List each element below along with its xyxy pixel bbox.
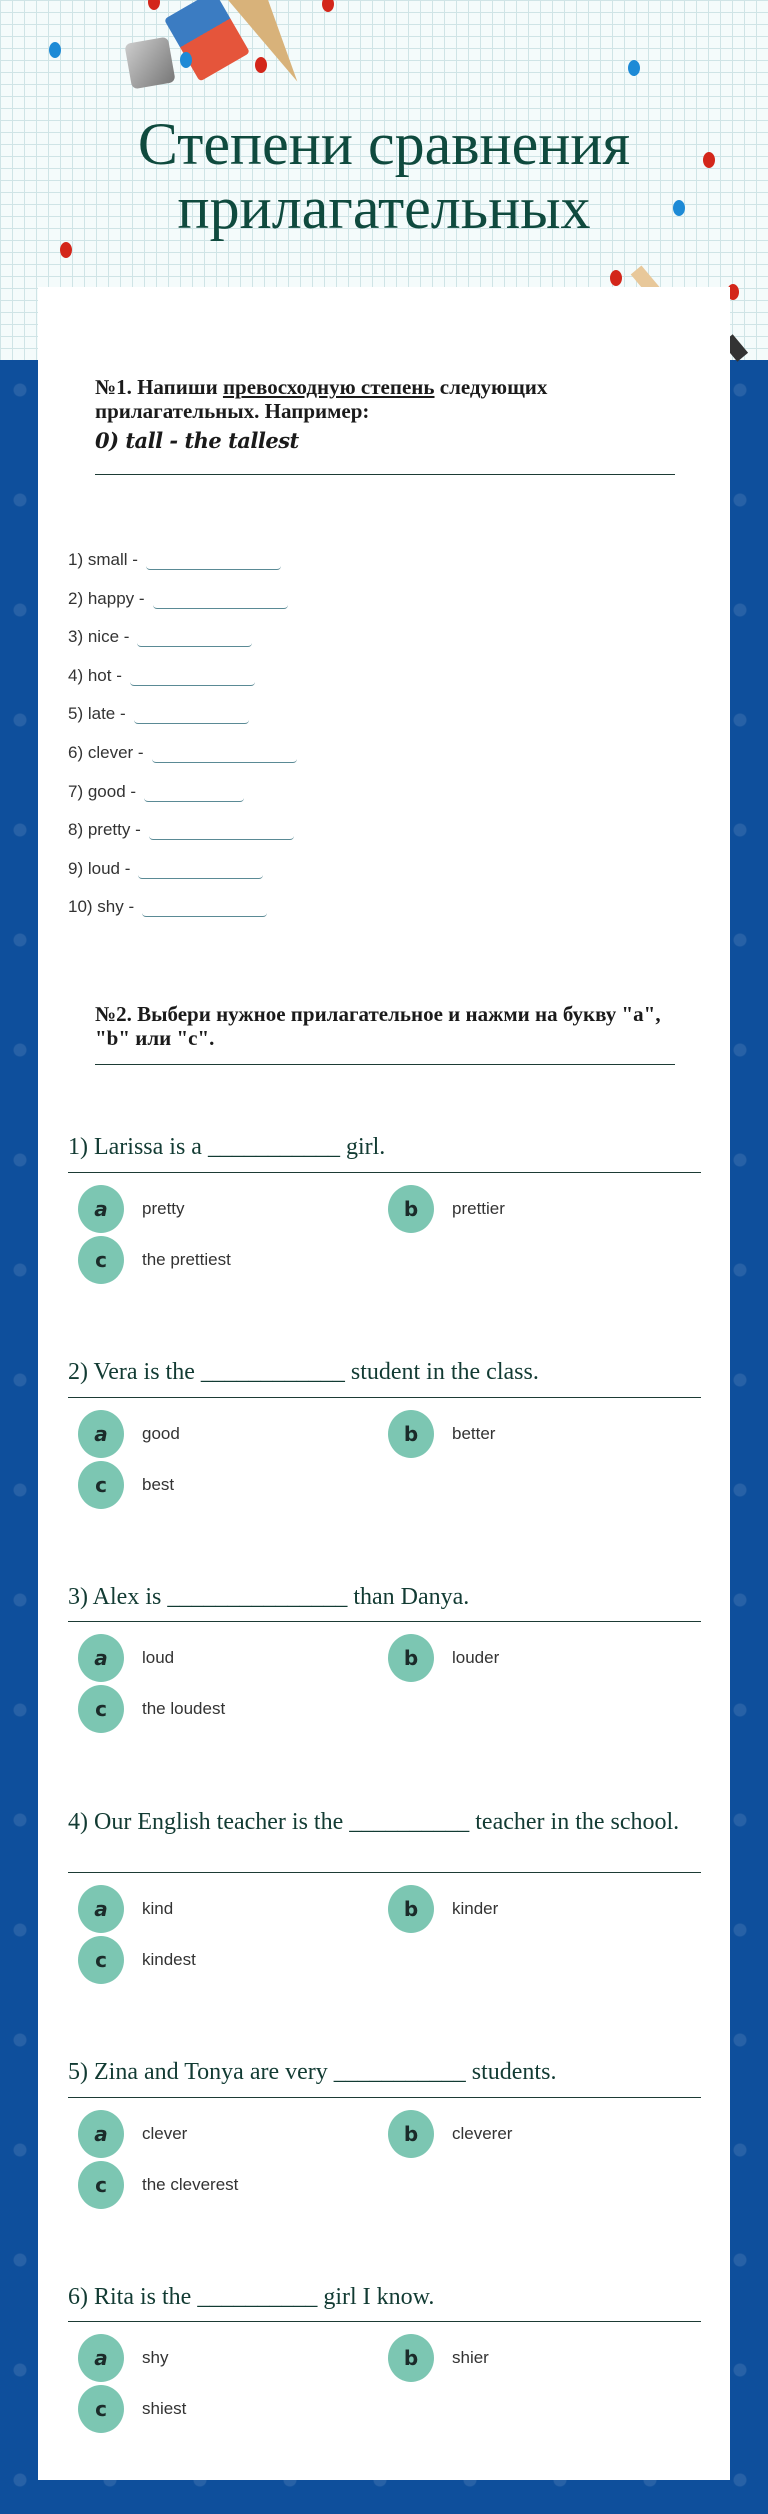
option-label: clever — [142, 2124, 188, 2143]
letter-a-icon: a — [78, 2110, 124, 2158]
option-2a[interactable] — [78, 1410, 180, 1458]
fill-item-10 — [68, 887, 267, 917]
answer-input[interactable] — [130, 665, 255, 686]
option-label: best — [142, 1475, 175, 1494]
divider — [68, 2097, 701, 2098]
question-2: 2) Vera is the ____________ student in the class. — [68, 1359, 539, 1385]
sharpener-icon — [124, 37, 175, 90]
option-2b[interactable] — [388, 1410, 495, 1458]
question-3: 3) Alex is _______________ than Danya. — [68, 1584, 470, 1610]
fill-label: 10) shy - — [68, 897, 135, 916]
option-label: shy — [142, 2348, 169, 2367]
letter-b-icon: b — [388, 1885, 434, 1933]
option-4b[interactable] — [388, 1885, 498, 1933]
answer-input[interactable] — [149, 819, 294, 840]
option-label: the prettiest — [142, 1250, 231, 1269]
option-3a[interactable] — [78, 1634, 174, 1682]
letter-a-icon: a — [78, 1634, 124, 1682]
option-label: pretty — [142, 1199, 185, 1218]
answer-input[interactable] — [152, 742, 297, 763]
fill-item-6 — [68, 733, 297, 763]
answer-input[interactable] — [134, 703, 249, 724]
red-dot-icon — [610, 270, 622, 286]
fill-item-2 — [68, 579, 288, 609]
letter-b-icon: b — [388, 1634, 434, 1682]
option-label: the loudest — [142, 1699, 226, 1718]
option-label: prettier — [452, 1199, 505, 1218]
divider — [68, 1872, 701, 1873]
title-line-1: Степени сравнения — [137, 111, 631, 177]
option-6c[interactable] — [78, 2385, 186, 2433]
letter-a-icon: a — [78, 1885, 124, 1933]
option-1b[interactable] — [388, 1185, 505, 1233]
fill-item-9 — [68, 849, 263, 879]
fill-label: 7) good - — [68, 782, 137, 801]
letter-c-icon: c — [78, 1236, 124, 1284]
option-label: better — [452, 1424, 496, 1443]
option-label: the cleverest — [142, 2175, 239, 2194]
page-title — [0, 112, 768, 240]
option-label: good — [142, 1424, 180, 1443]
fill-item-4 — [68, 656, 255, 686]
fill-label: 8) pretty - — [68, 820, 141, 839]
option-5c[interactable] — [78, 2161, 238, 2209]
option-label: shier — [452, 2348, 489, 2367]
letter-a-icon: a — [78, 1185, 124, 1233]
fill-item-5 — [68, 694, 249, 724]
task1-prefix: №1. Напиши — [95, 375, 223, 399]
letter-c-icon: c — [78, 2161, 124, 2209]
letter-c-icon: c — [78, 2385, 124, 2433]
question-1: 1) Larissa is a ___________ girl. — [68, 1134, 386, 1160]
fill-label: 5) late - — [68, 704, 126, 723]
option-label: shiest — [142, 2399, 187, 2418]
task1-underlined: превосходную степень — [222, 375, 435, 399]
blue-dot-icon — [628, 60, 640, 76]
divider — [68, 2321, 701, 2322]
question-6: 6) Rita is the __________ girl I know. — [68, 2284, 435, 2310]
letter-b-icon: b — [388, 1185, 434, 1233]
fill-label: 2) happy - — [68, 589, 145, 608]
option-2c[interactable] — [78, 1461, 174, 1509]
letter-c-icon: c — [78, 1461, 124, 1509]
blue-dot-icon — [49, 42, 61, 58]
task2-heading: №2. Выбери нужное прилагательное и нажми на букву "a", "b" или "c". — [95, 1002, 661, 1050]
task1-heading — [95, 375, 675, 453]
divider — [95, 474, 675, 475]
worksheet-card — [38, 287, 730, 2480]
option-label: cleverer — [452, 2124, 513, 2143]
option-label: loud — [142, 1648, 175, 1667]
option-4c[interactable] — [78, 1936, 196, 1984]
fill-item-1 — [68, 540, 281, 570]
option-4a[interactable] — [78, 1885, 173, 1933]
option-6b[interactable] — [388, 2334, 489, 2382]
blue-dot-icon — [180, 52, 192, 68]
option-1c[interactable] — [78, 1236, 231, 1284]
letter-a-icon: a — [78, 2334, 124, 2382]
divider — [68, 1621, 701, 1622]
answer-input[interactable] — [138, 858, 263, 879]
answer-input[interactable] — [137, 626, 252, 647]
divider — [95, 1064, 675, 1065]
answer-input[interactable] — [144, 781, 244, 802]
letter-b-icon: b — [388, 2334, 434, 2382]
divider — [68, 1172, 701, 1173]
letter-a-icon: a — [78, 1410, 124, 1458]
option-5a[interactable] — [78, 2110, 187, 2158]
option-6a[interactable] — [78, 2334, 168, 2382]
fill-item-8 — [68, 810, 294, 840]
fill-item-3 — [68, 617, 252, 647]
red-dot-icon — [255, 57, 267, 73]
option-label: kind — [142, 1899, 174, 1918]
question-5: 5) Zina and Tonya are very ___________ students. — [68, 2059, 557, 2085]
option-label: kinder — [452, 1899, 499, 1918]
answer-input[interactable] — [146, 549, 281, 570]
fill-label: 9) loud - — [68, 859, 131, 878]
letter-b-icon: b — [388, 2110, 434, 2158]
option-1a[interactable] — [78, 1185, 185, 1233]
fill-label: 3) nice - — [68, 627, 130, 646]
letter-c-icon: c — [78, 1685, 124, 1733]
option-3c[interactable] — [78, 1685, 225, 1733]
fill-label: 6) clever - — [68, 743, 144, 762]
letter-b-icon: b — [388, 1410, 434, 1458]
fill-label: 4) hot - — [68, 666, 122, 685]
task1-suffix: следующих прилагательных. Например: — [95, 375, 548, 423]
title-line-2: прилагательных — [177, 175, 591, 241]
letter-c-icon: c — [78, 1936, 124, 1984]
option-label: kindest — [142, 1950, 196, 1969]
divider — [68, 1397, 701, 1398]
red-dot-icon — [60, 242, 72, 258]
question-4: 4) Our English teacher is the __________ teacher in the school. — [68, 1809, 680, 1835]
fill-item-7 — [68, 772, 244, 802]
option-3b[interactable] — [388, 1634, 499, 1682]
option-5b[interactable] — [388, 2110, 512, 2158]
answer-input[interactable] — [153, 588, 288, 609]
fill-label: 1) small - — [68, 550, 138, 569]
task1-example: 0) tall - the tallest — [95, 428, 299, 453]
answer-input[interactable] — [142, 896, 267, 917]
option-label: louder — [452, 1648, 500, 1667]
